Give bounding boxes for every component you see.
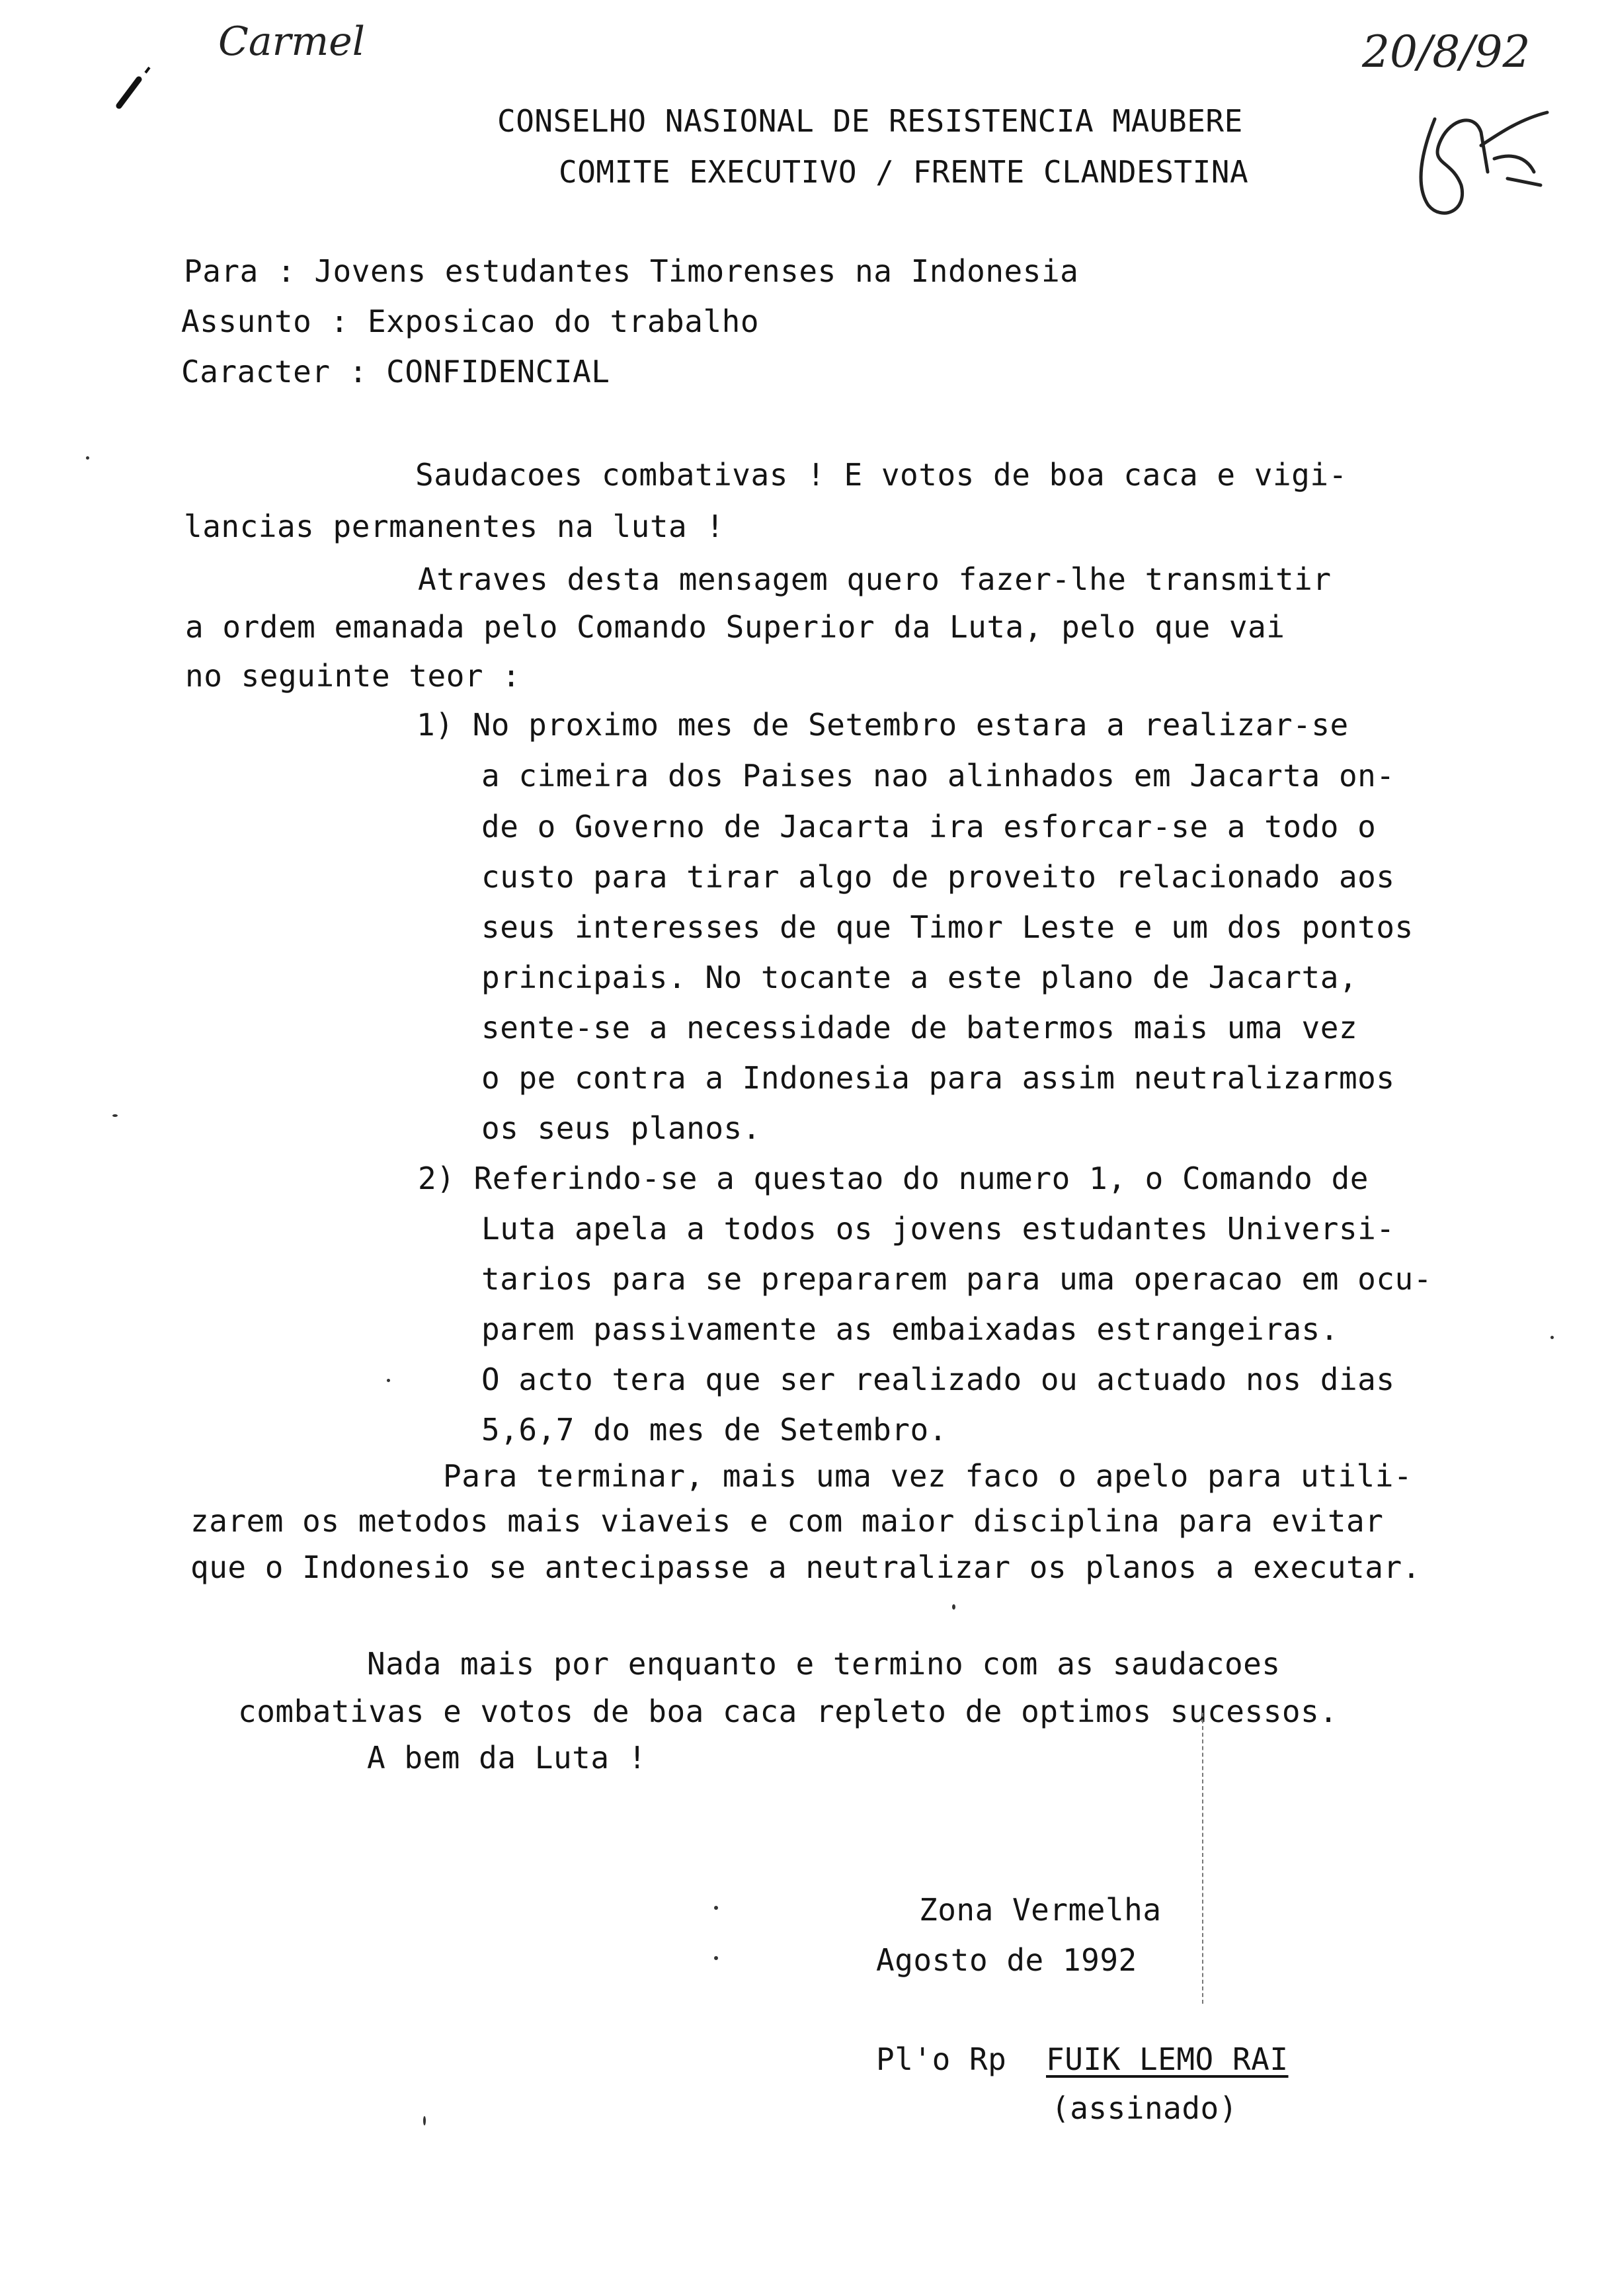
scan-speck [1550, 1336, 1554, 1339]
scan-speck [714, 1956, 718, 1960]
closing-line-3: que o Indonesio se antecipasse a neutralizar os planos a executar. [190, 1549, 1421, 1585]
classification-line: Caracter : CONFIDENCIAL [181, 354, 610, 390]
signatory-name: FUIK LEMO RAI [1046, 2041, 1289, 2077]
scan-speck [714, 1906, 718, 1910]
signature-date: Agosto de 1992 [876, 1942, 1137, 1978]
signature-place: Zona Vermelha [919, 1892, 1162, 1928]
item1-line-4: custo para tirar algo de proveito relacionado aos [481, 859, 1395, 895]
handwritten-note-carmel: Carmel [218, 19, 365, 65]
item2-line-6: 5,6,7 do mes de Setembro. [481, 1412, 947, 1448]
final-line-2: combativas e votos de boa caca repleto de optimos sucessos. [238, 1694, 1338, 1729]
item1-line-1: 1) No proximo mes de Setembro estara a realizar-se [417, 707, 1349, 743]
handwritten-initials-mark [1388, 93, 1560, 225]
greeting-line-1: Saudacoes combativas ! E votos de boa caca e vigi- [415, 457, 1347, 493]
intro-line-3: no seguinte teor : [185, 658, 521, 694]
scan-speck [112, 1114, 118, 1117]
recipient-line: Para : Jovens estudantes Timorenses na Indonesia [184, 253, 1079, 289]
item2-line-2: Luta apela a todos os jovens estudantes Universi- [481, 1211, 1395, 1247]
signature-prefix: Pl'o Rp [876, 2041, 1007, 2077]
item2-line-3: tarios para se prepararem para uma operacao em ocu- [481, 1261, 1432, 1297]
scan-speck [952, 1604, 955, 1610]
handwritten-tick-mark [106, 53, 165, 119]
handwritten-date: 20/8/92 [1362, 26, 1531, 77]
scan-speck [86, 456, 89, 460]
closing-line-1: Para terminar, mais uma vez faco o apelo para utili- [443, 1458, 1413, 1494]
final-line-1: Nada mais por enquanto e termino com as saudacoes [367, 1646, 1281, 1682]
intro-line-2: a ordem emanada pelo Comando Superior da Luta, pelo que vai [185, 609, 1285, 645]
subject-line: Assunto : Exposicao do trabalho [181, 304, 760, 339]
item2-line-1: 2) Referindo-se a questao do numero 1, o Comando de [418, 1161, 1369, 1196]
greeting-line-2: lancias permanentes na luta ! [184, 509, 725, 544]
org-name-line-2: COMITE EXECUTIVO / FRENTE CLANDESTINA [559, 154, 1249, 190]
item2-line-5: O acto tera que ser realizado ou actuado nos dias [481, 1362, 1395, 1397]
final-line-3: A bem da Luta ! [367, 1740, 647, 1776]
item1-line-3: de o Governo de Jacarta ira esforcar-se a todo o [481, 809, 1377, 844]
item1-line-8: o pe contra a Indonesia para assim neutralizarmos [481, 1060, 1395, 1096]
item1-line-2: a cimeira dos Paises nao alinhados em Jacarta on- [481, 758, 1395, 794]
scan-artifact-line [1202, 1713, 1203, 2004]
signed-note: (assinado) [1051, 2090, 1238, 2126]
intro-line-1: Atraves desta mensagem quero fazer-lhe transmitir [418, 561, 1332, 597]
item1-line-6: principais. No tocante a este plano de Jacarta, [481, 960, 1358, 995]
item2-line-4: parem passivamente as embaixadas estrangeiras. [481, 1311, 1339, 1347]
org-name-line-1: CONSELHO NASIONAL DE RESISTENCIA MAUBERE [497, 103, 1243, 139]
item1-line-9: os seus planos. [481, 1110, 761, 1146]
scan-speck [387, 1379, 390, 1382]
item1-line-7: sente-se a necessidade de batermos mais uma vez [481, 1010, 1358, 1046]
scan-speck [423, 2116, 426, 2125]
closing-line-2: zarem os metodos mais viaveis e com maior disciplina para evitar [190, 1503, 1384, 1539]
item1-line-5: seus interesses de que Timor Leste e um dos pontos [481, 909, 1414, 945]
